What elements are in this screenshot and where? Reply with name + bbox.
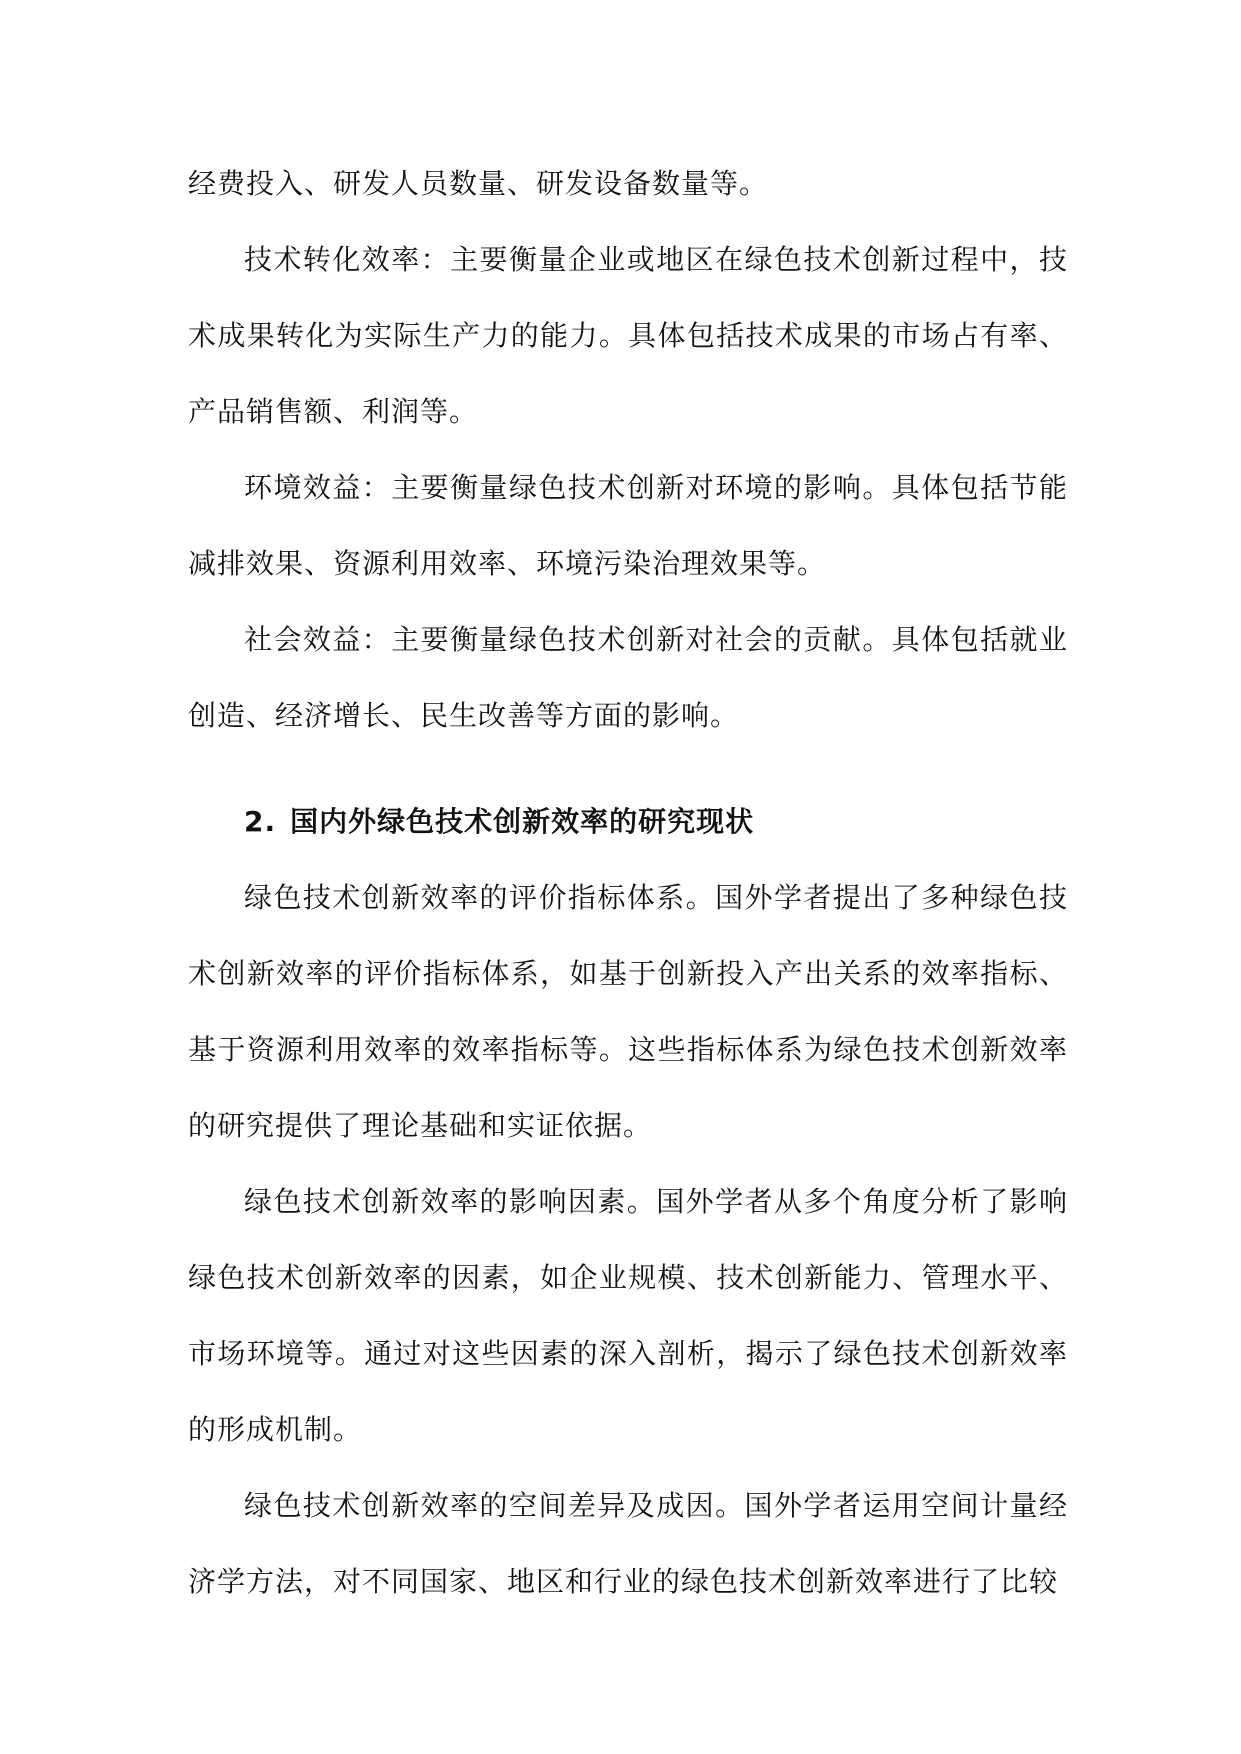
paragraph-environment: 环境效益：主要衡量绿色技术创新对环境的影响。具体包括节能减排效果、资源利用效率、环境污染治理效果等。 — [188, 471, 1068, 580]
paragraph-continuation: 经费投入、研发人员数量、研发设备数量等。 — [188, 167, 769, 200]
paragraph-evaluation-system: 绿色技术创新效率的评价指标体系。国外学者提出了多种绿色技术创新效率的评价指标体系，如基于创新投入产出关系的效率指标、基于资源利用效率的效率指标等。这些指标体系为绿色技术创新效率的研究提供了理论基础和实证依据。 — [188, 881, 1068, 1142]
section-number: 2. — [244, 805, 277, 838]
section-title: 国内外绿色技术创新效率的研究现状 — [290, 805, 755, 838]
paragraph-tech-transfer: 技术转化效率：主要衡量企业或地区在绿色技术创新过程中，技术成果转化为实际生产力的能力。具体包括技术成果的市场占有率、产品销售额、利润等。 — [188, 243, 1068, 428]
document-page — [188, 146, 1068, 1620]
paragraph-spatial-difference: 绿色技术创新效率的空间差异及成因。国外学者运用空间计量经济学方法，对不同国家、地区和行业的绿色技术创新效率进行了比较 — [188, 1489, 1068, 1598]
section-heading — [188, 784, 1068, 860]
paragraph-influencing-factors: 绿色技术创新效率的影响因素。国外学者从多个角度分析了影响绿色技术创新效率的因素，如企业规模、技术创新能力、管理水平、市场环境等。通过对这些因素的深入剖析，揭示了绿色技术创新效率的形成机制。 — [188, 1185, 1068, 1446]
paragraph-social: 社会效益：主要衡量绿色技术创新对社会的贡献。具体包括就业创造、经济增长、民生改善等方面的影响。 — [188, 623, 1068, 732]
